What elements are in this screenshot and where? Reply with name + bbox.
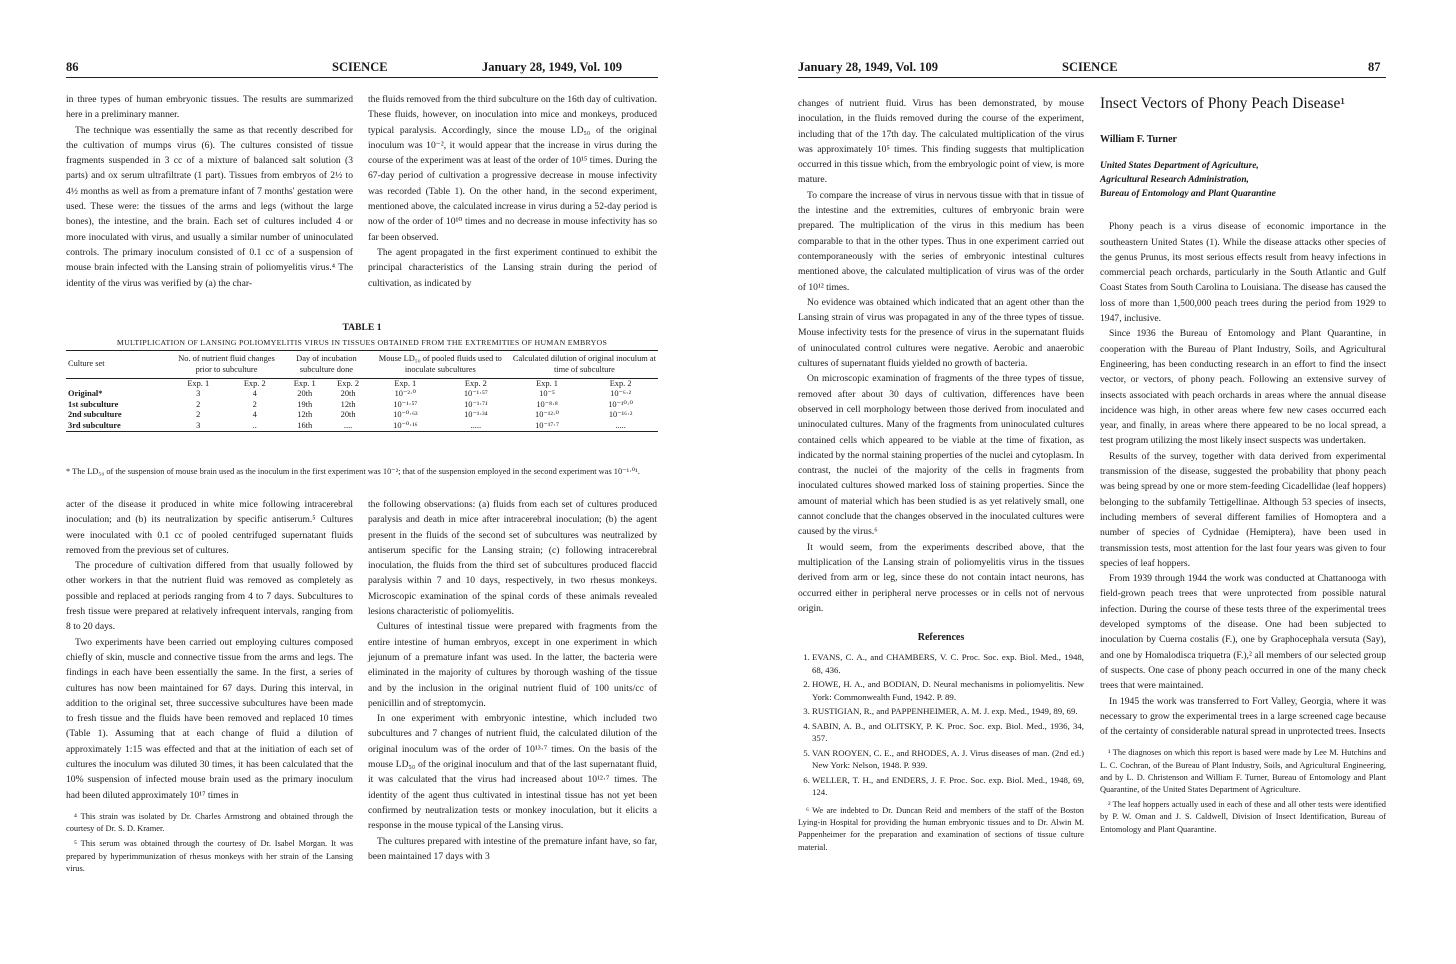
paragraph: Since 1936 the Bureau of Entomology and Plant Quarantine, in cooperation with the Bureau of Plant Industry, Soils, and Agricultural Engineering, has been conducting research in an effort to find the insect vector, or vectors, of phony peach. Following an extensive survey of insects associated with peach orchards in areas where the annual disease incidence was high, in other areas where few new cases occurred each year, and finally, in areas where there appeared to be no local spread, a test program utilizing the most likely insect suspects was undertaken. <box>1100 328 1386 447</box>
author-affiliation <box>1100 159 1386 201</box>
footnote: ² The leaf hoppers actually used in each of these and all other tests were identified by P. W. Oman and J. S. Caldwell, Division of Insect Identification, Bureau of Entomology and Plant Quarantine. <box>1100 800 1386 834</box>
reference-item: 3. RUSTIGIAN, R., and PAPPENHEIMER, A. M. J. exp. Med., 1949, 89, 69. <box>812 705 1084 718</box>
footnotes-right-col2 <box>1100 747 1386 835</box>
subheader: Exp. 2 <box>609 378 632 388</box>
table-cell: 10⁻¹⁶·² <box>608 410 633 419</box>
header-rule-left <box>66 77 658 78</box>
reference-item: 5. VAN ROOYEN, C. E., and RHODES, A. J. Virus diseases of man. (2nd ed.) New York: Nelson, 1948. P. 939. <box>812 747 1084 772</box>
row-label: 1st subculture <box>68 399 119 409</box>
article-author: William F. Turner <box>1100 134 1177 145</box>
subheader: Exp. 2 <box>337 378 360 388</box>
paragraph: It would seem, from the experiments described above, that the multiplication of the Lansing strain of poliomyelitis virus in the tissues derived from arm or leg, since these do not contain intact neurons, has occurred either in peripheral nerve processes or in cells not of nervous origin. <box>798 541 1084 614</box>
table-cell: 10⁻⁰·⁶³ <box>393 410 418 419</box>
subheader: Exp. 1 <box>536 378 558 388</box>
column-header: No. of nutrient fluid changes prior to subculture <box>178 354 275 374</box>
table-cell: 10⁻¹·⁵⁷ <box>393 399 418 409</box>
right-col2 <box>1100 94 1386 839</box>
paragraph: changes of nutrient fluid. Virus has been demonstrated, by mouse inoculation, in the fluids removed during the course of the experiment, including that of the 17th day. The calculated multiplication of the virus was approximately 10⁵ times. This finding suggests that multiplication occurred in this tissue which, from the embryologic point of view, is more mature. <box>798 98 1084 186</box>
page-number-right: 87 <box>1368 60 1381 74</box>
table-cell: 3 <box>196 389 201 398</box>
table-cell: 3 <box>196 420 201 430</box>
row-label: 2nd subculture <box>68 410 122 419</box>
footnotes-right-col1 <box>798 805 1084 854</box>
affiliation-line: Agricultural Research Administration, <box>1100 175 1249 186</box>
table-cell: 10⁻¹²·⁰ <box>535 410 560 419</box>
left-col1-bottom <box>66 497 353 878</box>
table-row <box>66 421 658 432</box>
paragraph: In one experiment with embryonic intestine, which included two subcultures and 7 changes of nutrient fluid, the calculated dilution of the original inoculum was of the order of 10¹³·⁷ times. On the basis of the mouse LD₅₀ of the original inoculum and that of the last supernatant fluid, it was calculated that the virus had increased about 10¹²·⁷ times. The identity of the agent thus cultivated in intestinal tissue has not yet been confirmed by neutralization tests or monkey inoculation, but it elicits a response in the mouse typical of the Lansing virus. <box>368 713 657 832</box>
table-cell: 12th <box>340 399 356 409</box>
article-title: Insect Vectors of Phony Peach Disease¹ <box>1100 95 1345 112</box>
paragraph: The agent propagated in the first experiment continued to exhibit the principal characteristics of the Lansing strain during the period of cultivation, as indicated by <box>368 246 657 289</box>
paragraph: Two experiments have been carried out employing cultures composed chiefly of skin, muscle and connective tissue from the arms and legs. The findings in each have been essentially the same. In the first, a series of cultures has now been maintained for 67 days. During this interval, in addition to the original set, three successive subcultures have been made to fresh tissue and the fluids have been removed and replaced 10 times (Table 1). Assuming that at each change of fluid a dilution of approximately 1:15 was effected and that at the initiation of each set of cultures the inoculum was diluted 30 times, it has been calculated that the 10% suspension of infected mouse brain used as the primary inoculum had been diluted approximately 10¹⁷ times in <box>66 636 353 801</box>
table-cell: 20th <box>297 389 313 398</box>
table-cell: 20th <box>340 389 356 398</box>
table-cell: 16th <box>297 420 313 430</box>
left-col2-top <box>368 92 657 291</box>
table-cell: 10⁻⁵ <box>539 389 555 398</box>
column-header: Calculated dilution of original inoculum at time of subculture <box>512 354 656 374</box>
subheader: Exp. 2 <box>464 378 487 388</box>
table-cell: .. <box>252 420 257 430</box>
footnote: ⁵ This serum was obtained through the courtesy of Dr. Isabel Morgan. It was prepared by hyperimmunization of rhesus monkeys with her strain of the Lansing virus. <box>66 839 353 873</box>
table-cell: 10⁻²·⁰ <box>394 389 417 398</box>
column-header: Day of incubation subculture done <box>296 354 357 374</box>
right-col1 <box>798 96 1084 857</box>
paragraph: in three types of human embryonic tissues. The results are summarized here in a preliminary manner. <box>66 94 353 121</box>
table-cell: 12th <box>297 410 313 419</box>
table-cell: 10⁻¹⁷·⁷ <box>535 420 559 430</box>
paragraph: Cultures of intestinal tissue were prepared with fragments from the entire intestine of human embryos, except in one experiment in which jejunum of a premature infant was used. In the latter, the bacteria were eliminated in the majority of cultures by thorough washing of the tissue and by the inclusion in the original nutrient fluid of 100 units/cc of penicillin and of streptomycin. <box>368 621 657 709</box>
table-row <box>66 389 658 400</box>
subheader: Exp. 1 <box>293 378 316 388</box>
page-number-left: 86 <box>66 60 79 74</box>
subheader: Exp. 1 <box>394 378 417 388</box>
subheader: Exp. 2 <box>243 378 266 388</box>
paragraph: Results of the survey, together with data derived from experimental transmission of the disease, suggested the probability that phony peach was being spread by one or more stem-feeding Cicadellidae (leaf hoppers) belonging to the subfamily Tettigellinae. Although 53 species of insects, including members of several different families of Homoptera and a number of species of Cydnidae (Hemiptera), have been used in transmission tests, most attention for the last four years was given to four species of leaf hoppers. <box>1100 450 1386 569</box>
header-rule-right <box>798 77 1386 78</box>
table-cell: 10⁻⁶·² <box>610 389 632 398</box>
table-cell: 10⁻¹·³⁴ <box>464 410 488 419</box>
paragraph: On microscopic examination of fragments of the three types of tissue, removed after about 30 days of cultivation, differences have been observed in cell morphology between those derived from inoculated and uninoculated cultures. Many of the fragments from uninoculated cultures contained cells which appeared to be viable at the time of fixation, as indicated by the normal staining properties of the nuclei and cytoplasm. In contrast, the nuclei of the majority of the cells in fragments from inoculated cultures showed marked loss of staining properties. Since the amount of material which has been studied is as yet relatively small, one cannot conclude that the changes observed in the inoculated cultures were caused by the virus.⁶ <box>798 373 1084 538</box>
table-subheader-row <box>66 378 658 389</box>
data-table <box>66 350 658 432</box>
paragraph: the following observations: (a) fluids from each set of cultures produced paralysis and death in mice after intracerebral inoculation; (b) the agent present in the fluids of the second set of subcultures was neutralized by antiserum specific for the Lansing strain; (c) following intracerebral inoculation, the fluids from the third set of subcultures produced flaccid paralysis within 7 and 10 days, respectively, in two rhesus monkeys. Microscopic examination of the spinal cords of these animals revealed lesions characteristic of poliomyelitis. <box>368 499 657 618</box>
paragraph: Phony peach is a virus disease of economic importance in the southeastern United States (1). While the disease attacks other species of the genus Prunus, its most serious effects result from heavy infections in commercial peach orchards, particularly in the South Atlantic and Gulf Coast States from South Carolina to Louisiana. The disease has caused the loss of more than 1,500,000 peach trees during the period from 1929 to 1947, inclusive. <box>1100 221 1386 325</box>
subheader: Exp. 1 <box>187 378 210 388</box>
footnote: ⁴ This strain was isolated by Dr. Charles Armstrong and obtained through the courtesy of Dr. S. D. Kramer. <box>66 811 353 834</box>
paragraph: The technique was essentially the same as that recently described for the cultivation of mumps virus (6). The cultures consisted of tissue fragments suspended in 3 cc of a mixture of balanced salt solution (3 parts) and ox serum ultrafiltrate (1 part). Tissues from embryos of 2½ to 4½ months as well as from a premature infant of 7 months' gestation were used. These were: the tissues of the arms and legs (without the large bones), the intestine, and the brain. Each set of cultures included 4 or more inoculated with virus, and usually a similar number of uninoculated controls. The primary inoculum consisted of 0.1 cc of a suspension of mouse brain infected with the Lansing strain of poliomyelitis virus.⁴ The identity of the virus was verified by (a) the char- <box>66 124 353 289</box>
table-cell: ..... <box>615 420 626 430</box>
paragraph: No evidence was obtained which indicated that an agent other than the Lansing strain of virus was propagated in any of the three types of tissue. Mouse infectivity tests for the presence of virus in the supernatant fluids of uninoculated control cultures were negative. Aerobic and anaerobic cultures of supernatant fluids yielded no growth of bacteria. <box>798 296 1084 370</box>
reference-item: 1. EVANS, C. A., and CHAMBERS, V. C. Proc. Soc. exp. Biol. Med., 1948, 68, 436. <box>812 651 1084 676</box>
table-cell: 10⁻⁰·¹⁶ <box>393 420 418 430</box>
table-cell: 2 <box>252 399 257 409</box>
table-cell: 2 <box>196 410 201 419</box>
table-title: TABLE 1 <box>342 322 382 333</box>
paragraph: the fluids removed from the third subculture on the 16th day of cultivation. These fluids, however, on inoculation into mice and monkeys, produced typical paralysis. Accordingly, since the mouse LD₅₀ of the original inoculum was 10⁻², it would appear that the increase in virus during the course of the experiment was at least of the order of 10¹⁵ times. During the 67-day period of cultivation a progressive decrease in mouse infectivity was recorded (Table 1). On the other hand, in the second experiment, mentioned above, the calculated increase in virus during a 52-day period is now of the order of 10¹⁰ times and no decrease in mouse infectivity has so far been observed. <box>368 94 657 243</box>
right-page <box>728 0 1456 964</box>
references-heading: References <box>917 632 965 644</box>
reference-item: 4. SABIN, A. B., and OLITSKY, P. K. Proc. Soc. exp. Biol. Med., 1936, 34, 357. <box>812 720 1084 745</box>
paragraph: From 1939 through 1944 the work was conducted at Chattanooga with field-grown peach trees that were unprotected from possible natural infection. During the course of these tests three of the experimental trees developed symptoms of the disease. One had been subjected to inoculation by Cuerna costalis (F.), one by Graphocephala versuta (Say), and one by Homalodisca triquetra (F.),² all members of our selected group of suspects. One case of phony peach occurred in one of the many check trees that were maintained. <box>1100 573 1386 692</box>
issue-date-left: January 28, 1949, Vol. 109 <box>482 60 622 74</box>
table-cell: 10⁻¹⁰·⁰ <box>608 399 634 409</box>
row-label: 3rd subculture <box>68 420 121 430</box>
table-cell: 20th <box>340 410 356 419</box>
column-header: Mouse LD₅₀ of pooled fluids used to inoculate subcultures <box>378 354 502 374</box>
paragraph: The cultures prepared with intestine of the premature infant have, so far, been maintained 17 days with 3 <box>368 835 657 862</box>
table-cell: 4 <box>252 389 257 398</box>
affiliation-line: Bureau of Entomology and Plant Quarantine <box>1100 189 1276 200</box>
footnotes-left <box>66 811 353 875</box>
table-cell: 4 <box>252 410 257 419</box>
table-cell: ..... <box>470 420 482 430</box>
table-cell: 2 <box>196 399 201 409</box>
paragraph: To compare the increase of virus in nervous tissue with that in tissue of the intestine and the extremities, cultures of embryonic brain were prepared. The multiplication of the virus in this medium has been comparable to that in the other types. Thus in one experiment carried out contemporaneously with the series of embryonic intestinal cultures mentioned above, the calculated multiplication of virus was of the order of 10¹² times. <box>798 189 1084 293</box>
left-col1-top <box>66 92 353 291</box>
table-cell: 19th <box>297 399 313 409</box>
issue-date-right: January 28, 1949, Vol. 109 <box>798 60 938 74</box>
table-cell: 10⁻¹·⁷¹ <box>464 399 488 409</box>
column-header: Culture set <box>68 359 105 368</box>
table-cell: .... <box>343 420 353 430</box>
row-label: Original* <box>68 389 103 398</box>
paragraph: In 1945 the work was transferred to Fort Valley, Georgia, where it was necessary to grow the experimental trees in a large screened cage because of the certainty of considerable natural spread in unprotected trees. Insects <box>1100 695 1386 738</box>
paragraph: acter of the disease it produced in white mice following intracerebral inoculation; and (b) its neutralization by specific antiserum.⁵ Cultures were inoculated with 0.1 cc of pooled centrifuged supernatant fluids removed from the previous set of cultures. <box>66 499 353 556</box>
table-cell: 10⁻¹·⁵⁷ <box>463 389 488 398</box>
table-row <box>66 400 658 411</box>
journal-name-left: SCIENCE <box>332 60 388 74</box>
table-footnote: * The LD₅₀ of the suspension of mouse brain used as the inoculum in the first experiment was 10⁻²; that of the suspension employed in the second experiment was 10⁻¹·⁰¹. <box>66 467 640 476</box>
reference-item: 6. WELLER, T. H., and ENDERS, J. F. Proc. Soc. exp. Biol. Med., 1948, 69, 124. <box>812 774 1084 799</box>
table-caption: MULTIPLICATION OF LANSING POLIOMYELITIS VIRUS IN TISSUES OBTAINED FROM THE EXTREMITIES OF HUMAN EMBRYOS <box>116 338 608 347</box>
journal-name-right: SCIENCE <box>1062 60 1118 74</box>
left-col2-bottom <box>368 497 657 864</box>
table-header-row <box>66 351 658 379</box>
footnote: ⁶ We are indebted to Dr. Duncan Reid and members of the staff of the Boston Lying-in Hospital for providing the human embryonic tissues and to Dr. Alwin M. Pappenheimer for the preparation and examination of sections of tissue culture material. <box>798 805 1084 852</box>
table-cell: 10⁻⁸·⁸ <box>536 399 558 409</box>
table-row <box>66 410 658 421</box>
paragraph: The procedure of cultivation differed from that usually followed by other workers in that the nutrient fluid was removed as completely as possible and replaced at periods ranging from 4 to 7 days. Subcultures to fresh tissue were prepared at relatively infrequent intervals, ranging from 8 to 20 days. <box>66 560 353 633</box>
reference-item: 2. HOWE, H. A., and BODIAN, D. Neural mechanisms in poliomyelitis. New York: Commonwealth Fund, 1942. P. 89. <box>812 678 1084 703</box>
footnote: ¹ The diagnoses on which this report is based were made by Lee M. Hutchins and L. C. Cochran, of the Bureau of Plant Industry, Soils, and Agricultural Engineering, and by L. D. Christenson and William F. Turner, Bureau of Entomology and Plant Quarantine, of the United States Department of Agriculture. <box>1100 748 1386 794</box>
affiliation-line: United States Department of Agriculture, <box>1100 161 1259 172</box>
references-list <box>798 651 1084 799</box>
